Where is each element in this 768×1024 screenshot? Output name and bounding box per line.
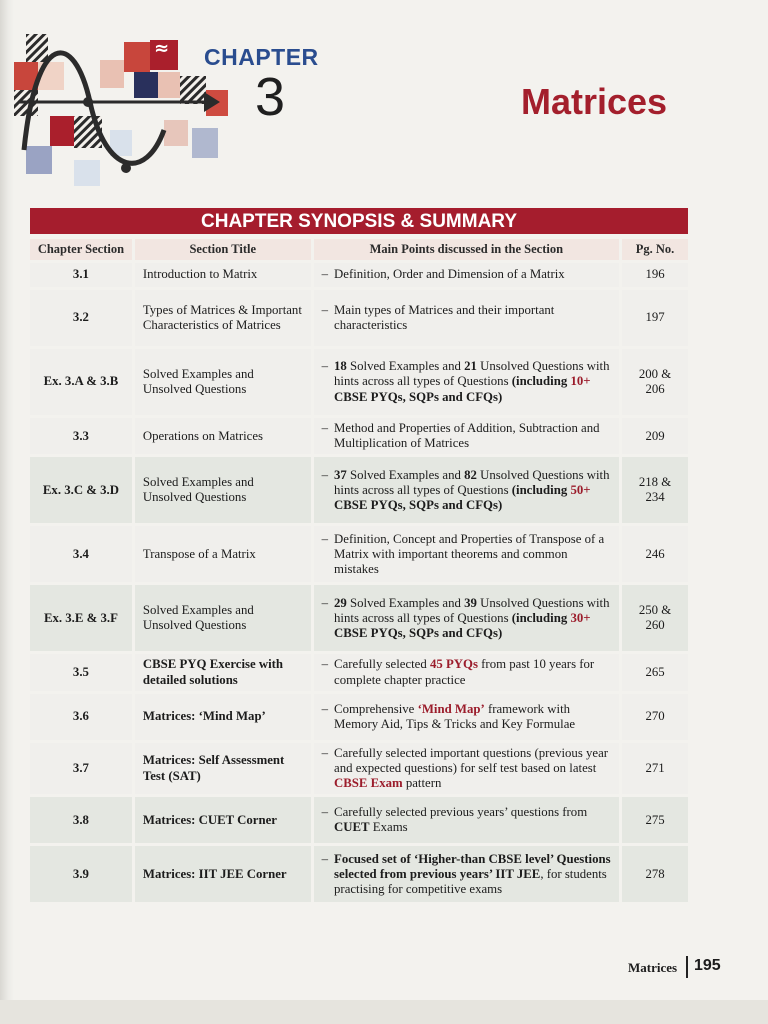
main-points bbox=[311, 585, 619, 651]
page-reference: 250 & 260 bbox=[619, 585, 688, 651]
main-points bbox=[311, 797, 619, 843]
section-title: Operations on Matrices bbox=[132, 418, 311, 454]
section-number: 3.9 bbox=[30, 846, 132, 902]
table-row bbox=[30, 290, 688, 346]
table-row bbox=[30, 418, 688, 454]
section-title: CBSE PYQ Exercise with detailed solutions bbox=[132, 654, 311, 690]
page-reference: 275 bbox=[619, 797, 688, 843]
page-reference: 209 bbox=[619, 418, 688, 454]
svg-text:≈: ≈ bbox=[154, 38, 170, 59]
main-points-text: Carefully selected previous years’ questions from CUET Exams bbox=[334, 805, 588, 835]
section-title: Solved Examples and Unsolved Questions bbox=[132, 585, 311, 651]
table-row bbox=[30, 694, 688, 740]
bullet-dash: – bbox=[321, 851, 329, 866]
synopsis-banner: CHAPTER SYNOPSIS & SUMMARY bbox=[30, 208, 688, 234]
section-title: Transpose of a Matrix bbox=[132, 526, 311, 582]
chapter-number: 3 bbox=[255, 67, 286, 127]
chapter-label: CHAPTER bbox=[204, 44, 319, 70]
column-header-section: Chapter Section bbox=[30, 239, 132, 260]
column-header-page: Pg. No. bbox=[619, 239, 688, 260]
main-points bbox=[311, 526, 619, 582]
main-points bbox=[311, 290, 619, 346]
section-title: Solved Examples and Unsolved Questions bbox=[132, 457, 311, 523]
main-points bbox=[311, 694, 619, 740]
section-title: Introduction to Matrix bbox=[132, 263, 311, 287]
main-points-text: Definition, Order and Dimension of a Matrix bbox=[334, 267, 565, 282]
main-points bbox=[311, 846, 619, 902]
page-bottom-edge bbox=[0, 1000, 768, 1024]
main-points-text: 37 Solved Examples and 82 Unsolved Questions with hints across all types of Questions (including 50+ CBSE PYQs, SQPs and CFQs) bbox=[334, 467, 610, 512]
section-title: Matrices: Self Assessment Test (SAT) bbox=[132, 743, 311, 795]
column-header-main-points: Main Points discussed in the Section bbox=[311, 239, 619, 260]
bullet-dash: – bbox=[321, 745, 329, 760]
page-binding-edge bbox=[0, 0, 14, 1024]
table-row bbox=[30, 585, 688, 651]
section-title: Types of Matrices & Important Characteristics of Matrices bbox=[132, 290, 311, 346]
section-number: 3.2 bbox=[30, 290, 132, 346]
main-points bbox=[311, 654, 619, 690]
section-number: 3.4 bbox=[30, 526, 132, 582]
bullet-dash: – bbox=[321, 531, 329, 546]
table-row bbox=[30, 797, 688, 843]
table-row bbox=[30, 263, 688, 287]
bullet-dash: – bbox=[321, 267, 329, 282]
section-title: Matrices: ‘Mind Map’ bbox=[132, 694, 311, 740]
table-row bbox=[30, 654, 688, 690]
bullet-dash: – bbox=[321, 701, 329, 716]
chapter-title: Matrices bbox=[521, 81, 668, 122]
bullet-dash: – bbox=[321, 467, 329, 482]
main-points-text: Focused set of ‘Higher-than CBSE level’ Questions selected from previous years’ IIT JEE, for students practising for competitive exams bbox=[334, 851, 611, 897]
section-title: Matrices: IIT JEE Corner bbox=[132, 846, 311, 902]
main-points bbox=[311, 349, 619, 415]
page-reference: 218 & 234 bbox=[619, 457, 688, 523]
page-reference: 278 bbox=[619, 846, 688, 902]
section-number: Ex. 3.E & 3.F bbox=[30, 585, 132, 651]
section-number: 3.1 bbox=[30, 263, 132, 287]
bullet-dash: – bbox=[321, 302, 329, 317]
bullet-dash: – bbox=[321, 359, 329, 374]
section-title: Matrices: CUET Corner bbox=[132, 797, 311, 843]
page-reference: 270 bbox=[619, 694, 688, 740]
page-reference: 196 bbox=[619, 263, 688, 287]
main-points-text: 18 Solved Examples and 21 Unsolved Questions with hints across all types of Questions (including 10+ CBSE PYQs, SQPs and CFQs) bbox=[334, 359, 610, 404]
main-points bbox=[311, 263, 619, 287]
table-row bbox=[30, 846, 688, 902]
table-row bbox=[30, 349, 688, 415]
footer-divider bbox=[686, 956, 688, 978]
section-number: 3.3 bbox=[30, 418, 132, 454]
section-number: 3.5 bbox=[30, 654, 132, 690]
page-reference: 265 bbox=[619, 654, 688, 690]
main-points-text: Carefully selected 45 PYQs from past 10 years for complete chapter practice bbox=[334, 657, 595, 687]
main-points-text: Definition, Concept and Properties of Transpose of a Matrix with important theorems and common mistakes bbox=[334, 531, 605, 576]
synopsis-table bbox=[30, 236, 688, 905]
main-points bbox=[311, 457, 619, 523]
main-points-text: Main types of Matrices and their important characteristics bbox=[334, 302, 555, 332]
table-header-row bbox=[30, 239, 688, 260]
section-number: Ex. 3.C & 3.D bbox=[30, 457, 132, 523]
main-points bbox=[311, 418, 619, 454]
page-reference: 197 bbox=[619, 290, 688, 346]
synopsis-table-body bbox=[30, 263, 688, 902]
footer-book-name: Matrices bbox=[628, 960, 678, 975]
bullet-dash: – bbox=[321, 421, 329, 435]
section-number: 3.6 bbox=[30, 694, 132, 740]
table-row bbox=[30, 526, 688, 582]
section-title: Solved Examples and Unsolved Questions bbox=[132, 349, 311, 415]
section-number: Ex. 3.A & 3.B bbox=[30, 349, 132, 415]
page-reference: 200 & 206 bbox=[619, 349, 688, 415]
page-number: 195 bbox=[694, 957, 721, 974]
main-points-text: Method and Properties of Addition, Subtraction and Multiplication of Matrices bbox=[334, 421, 600, 451]
section-number: 3.7 bbox=[30, 743, 132, 795]
page-reference: 271 bbox=[619, 743, 688, 795]
bullet-dash: – bbox=[321, 805, 329, 820]
section-number: 3.8 bbox=[30, 797, 132, 843]
column-header-title: Section Title bbox=[132, 239, 311, 260]
bullet-dash: – bbox=[321, 595, 329, 610]
table-row bbox=[30, 457, 688, 523]
main-points-text: 29 Solved Examples and 39 Unsolved Questions with hints across all types of Questions (including 30+ CBSE PYQs, SQPs and CFQs) bbox=[334, 595, 610, 640]
main-points-text: Comprehensive ‘Mind Map’ framework with Memory Aid, Tips & Tricks and Key Formulae bbox=[334, 701, 576, 731]
page-reference: 246 bbox=[619, 526, 688, 582]
main-points-text: Carefully selected important questions (previous year and expected questions) for self test based on latest CBSE Exam pattern bbox=[334, 745, 609, 791]
main-points bbox=[311, 743, 619, 795]
bullet-dash: – bbox=[321, 657, 329, 672]
table-row bbox=[30, 743, 688, 795]
